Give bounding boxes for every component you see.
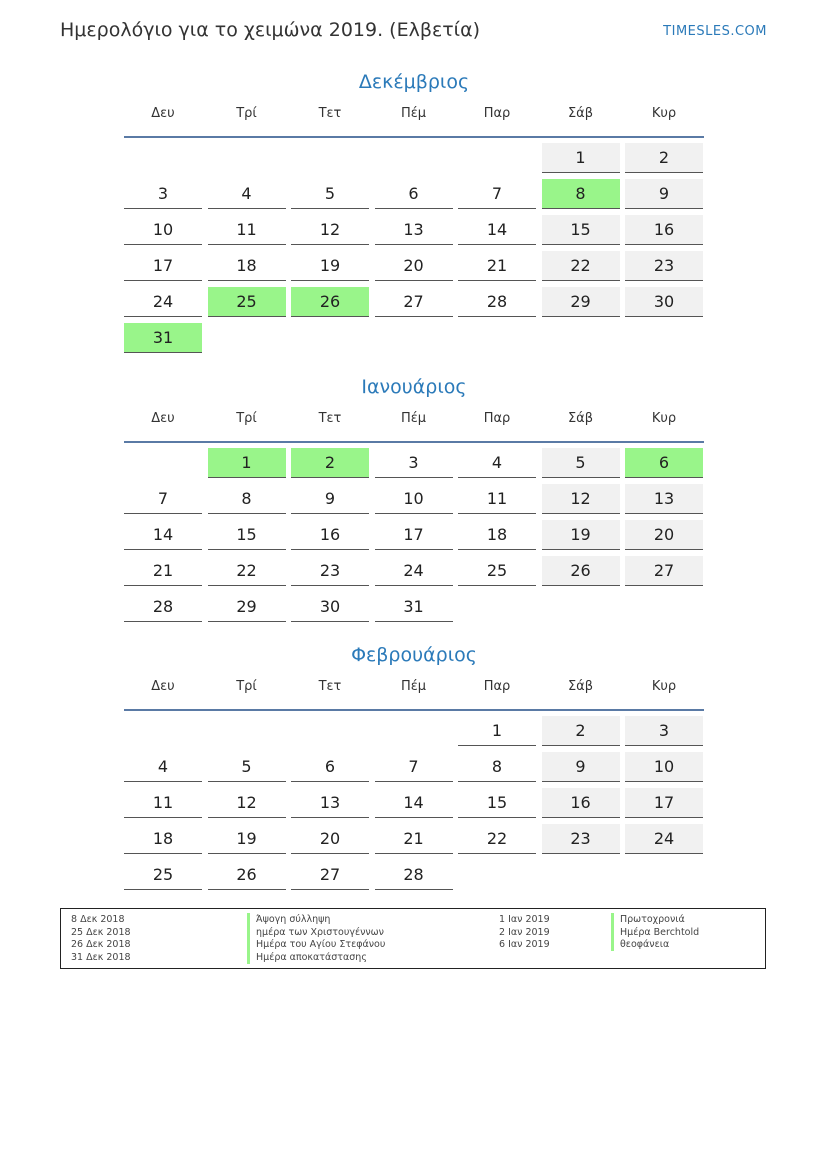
day-cell[interactable]: 11 [458, 484, 536, 514]
legend-date: 1 Ιαν 2019 [499, 914, 550, 925]
weekday-label: Τετ [318, 106, 342, 121]
day-cell[interactable]: 18 [208, 251, 286, 281]
weekday-label: Δευ [151, 679, 175, 694]
day-cell[interactable]: 18 [458, 520, 536, 550]
day-cell[interactable]: 5 [542, 448, 620, 478]
day-cell[interactable]: 16 [291, 520, 369, 550]
day-cell[interactable]: 15 [208, 520, 286, 550]
day-cell[interactable]: 2 [291, 448, 369, 478]
legend-holiday-name: Ημέρα του Αγίου Στεφάνου [247, 938, 385, 951]
day-cell[interactable]: 21 [124, 556, 202, 586]
day-cell[interactable]: 21 [458, 251, 536, 281]
day-cell[interactable]: 20 [625, 520, 703, 550]
day-cell[interactable]: 17 [375, 520, 453, 550]
day-cell[interactable]: 9 [625, 179, 703, 209]
weekday-label: Πέμ [400, 411, 427, 426]
weekday-header [124, 409, 704, 443]
weekday-label: Σάβ [567, 106, 594, 121]
day-cell[interactable]: 20 [375, 251, 453, 281]
weekday-label: Πέμ [400, 679, 427, 694]
day-cell[interactable]: 16 [542, 788, 620, 818]
month-calendar [124, 373, 704, 616]
legend-holiday-name: ημέρα των Χριστουγέννων [247, 926, 384, 939]
day-cell[interactable]: 25 [124, 860, 202, 890]
day-cell[interactable]: 3 [124, 179, 202, 209]
day-cell[interactable]: 22 [208, 556, 286, 586]
day-cell[interactable]: 14 [458, 215, 536, 245]
day-cell[interactable]: 13 [291, 788, 369, 818]
weekday-label: Τρί [236, 411, 257, 426]
day-cell[interactable]: 1 [458, 716, 536, 746]
legend-date: 2 Ιαν 2019 [499, 926, 550, 938]
legend-date: 8 Δεκ 2018 [71, 914, 125, 925]
day-cell[interactable]: 14 [375, 788, 453, 818]
legend-date: 26 Δεκ 2018 [71, 939, 131, 951]
legend-holiday-name: Άψογη σύλληψη [247, 913, 330, 926]
day-cell[interactable]: 5 [208, 752, 286, 782]
day-cell[interactable]: 17 [625, 788, 703, 818]
day-cell[interactable]: 12 [208, 788, 286, 818]
day-cell[interactable]: 10 [375, 484, 453, 514]
weekday-header [124, 104, 704, 138]
weekday-label: Τετ [318, 411, 342, 426]
day-cell[interactable]: 6 [291, 752, 369, 782]
day-cell[interactable]: 1 [208, 448, 286, 478]
weekday-label: Σάβ [567, 679, 594, 694]
legend-holiday-name: θεοφάνεια [611, 938, 669, 951]
day-cell[interactable]: 24 [625, 824, 703, 854]
day-cell[interactable]: 1 [542, 143, 620, 173]
day-cell[interactable]: 23 [291, 556, 369, 586]
day-cell[interactable]: 22 [542, 251, 620, 281]
day-cell[interactable]: 7 [375, 752, 453, 782]
month-name: Φεβρουάριος [351, 644, 477, 666]
weekday-label: Κυρ [651, 106, 677, 121]
day-cell[interactable]: 3 [375, 448, 453, 478]
weekday-label: Πέμ [400, 106, 427, 121]
day-cell[interactable]: 12 [291, 215, 369, 245]
day-cell[interactable]: 27 [375, 287, 453, 317]
day-cell[interactable]: 6 [625, 448, 703, 478]
day-cell[interactable]: 20 [291, 824, 369, 854]
legend-date: 6 Ιαν 2019 [499, 939, 550, 951]
day-cell[interactable]: 2 [625, 143, 703, 173]
day-cell[interactable]: 23 [542, 824, 620, 854]
day-cell[interactable]: 12 [542, 484, 620, 514]
day-cell[interactable]: 25 [208, 287, 286, 317]
weekday-label: Κυρ [651, 679, 677, 694]
day-cell[interactable]: 5 [291, 179, 369, 209]
day-cell[interactable]: 13 [625, 484, 703, 514]
day-cell[interactable]: 17 [124, 251, 202, 281]
day-cell[interactable]: 29 [542, 287, 620, 317]
day-cell[interactable]: 30 [625, 287, 703, 317]
legend-date: 25 Δεκ 2018 [71, 926, 131, 938]
weekday-label: Τρί [236, 679, 257, 694]
day-cell[interactable]: 13 [375, 215, 453, 245]
day-cell[interactable]: 26 [208, 860, 286, 890]
weekday-label: Δευ [151, 106, 175, 121]
day-cell[interactable]: 29 [208, 592, 286, 622]
day-cell[interactable]: 4 [124, 752, 202, 782]
day-cell[interactable]: 25 [458, 556, 536, 586]
page-title: Ημερολόγιο για το χειμώνα 2019. (Ελβετία) [60, 19, 481, 41]
day-cell[interactable]: 14 [124, 520, 202, 550]
month-calendar [124, 641, 704, 884]
weekday-header [124, 677, 704, 711]
month-calendar [124, 68, 704, 347]
day-cell[interactable]: 8 [458, 752, 536, 782]
weekday-label: Δευ [151, 411, 175, 426]
day-cell[interactable]: 23 [625, 251, 703, 281]
day-cell[interactable]: 10 [625, 752, 703, 782]
day-cell[interactable]: 4 [458, 448, 536, 478]
day-cell[interactable]: 8 [208, 484, 286, 514]
month-name: Δεκέμβριος [358, 71, 470, 93]
day-cell[interactable]: 28 [375, 860, 453, 890]
holiday-legend [60, 908, 766, 969]
day-cell[interactable]: 31 [124, 323, 202, 353]
day-cell[interactable]: 3 [625, 716, 703, 746]
day-cell[interactable]: 15 [542, 215, 620, 245]
day-cell[interactable]: 28 [458, 287, 536, 317]
day-cell[interactable]: 26 [291, 287, 369, 317]
day-cell[interactable]: 19 [291, 251, 369, 281]
legend-holiday-name: Πρωτοχρονιά [611, 913, 685, 926]
weekday-label: Σάβ [567, 411, 594, 426]
day-cell[interactable]: 2 [542, 716, 620, 746]
month-name: Ιανουάριος [361, 376, 467, 398]
weekday-label: Τετ [318, 679, 342, 694]
day-cell[interactable]: 26 [542, 556, 620, 586]
day-cell[interactable]: 24 [375, 556, 453, 586]
legend-holiday-name: Ημέρα Berchtold [611, 926, 699, 939]
day-cell[interactable]: 11 [124, 788, 202, 818]
brand-logo[interactable]: TIMESLES.COM [663, 24, 767, 39]
day-cell[interactable]: 6 [375, 179, 453, 209]
weekday-label: Τρί [236, 106, 257, 121]
weekday-label: Παρ [483, 106, 511, 121]
day-cell[interactable]: 21 [375, 824, 453, 854]
day-cell[interactable]: 9 [542, 752, 620, 782]
day-cell[interactable]: 24 [124, 287, 202, 317]
day-cell[interactable]: 16 [625, 215, 703, 245]
day-cell[interactable]: 27 [291, 860, 369, 890]
day-cell[interactable]: 8 [542, 179, 620, 209]
day-cell[interactable]: 11 [208, 215, 286, 245]
day-cell[interactable]: 19 [542, 520, 620, 550]
day-cell[interactable]: 31 [375, 592, 453, 622]
weekday-label: Παρ [483, 679, 511, 694]
day-cell[interactable]: 9 [291, 484, 369, 514]
weekday-label: Παρ [483, 411, 511, 426]
day-cell[interactable]: 15 [458, 788, 536, 818]
day-cell[interactable]: 27 [625, 556, 703, 586]
day-cell[interactable]: 7 [458, 179, 536, 209]
day-cell[interactable]: 22 [458, 824, 536, 854]
legend-date: 31 Δεκ 2018 [71, 951, 131, 963]
day-cell[interactable]: 7 [124, 484, 202, 514]
day-cell[interactable]: 28 [124, 592, 202, 622]
day-cell[interactable]: 19 [208, 824, 286, 854]
legend-holiday-name: Ημέρα αποκατάστασης [247, 951, 367, 964]
day-cell[interactable]: 4 [208, 179, 286, 209]
day-cell[interactable]: 18 [124, 824, 202, 854]
day-cell[interactable]: 30 [291, 592, 369, 622]
day-cell[interactable]: 10 [124, 215, 202, 245]
weekday-label: Κυρ [651, 411, 677, 426]
